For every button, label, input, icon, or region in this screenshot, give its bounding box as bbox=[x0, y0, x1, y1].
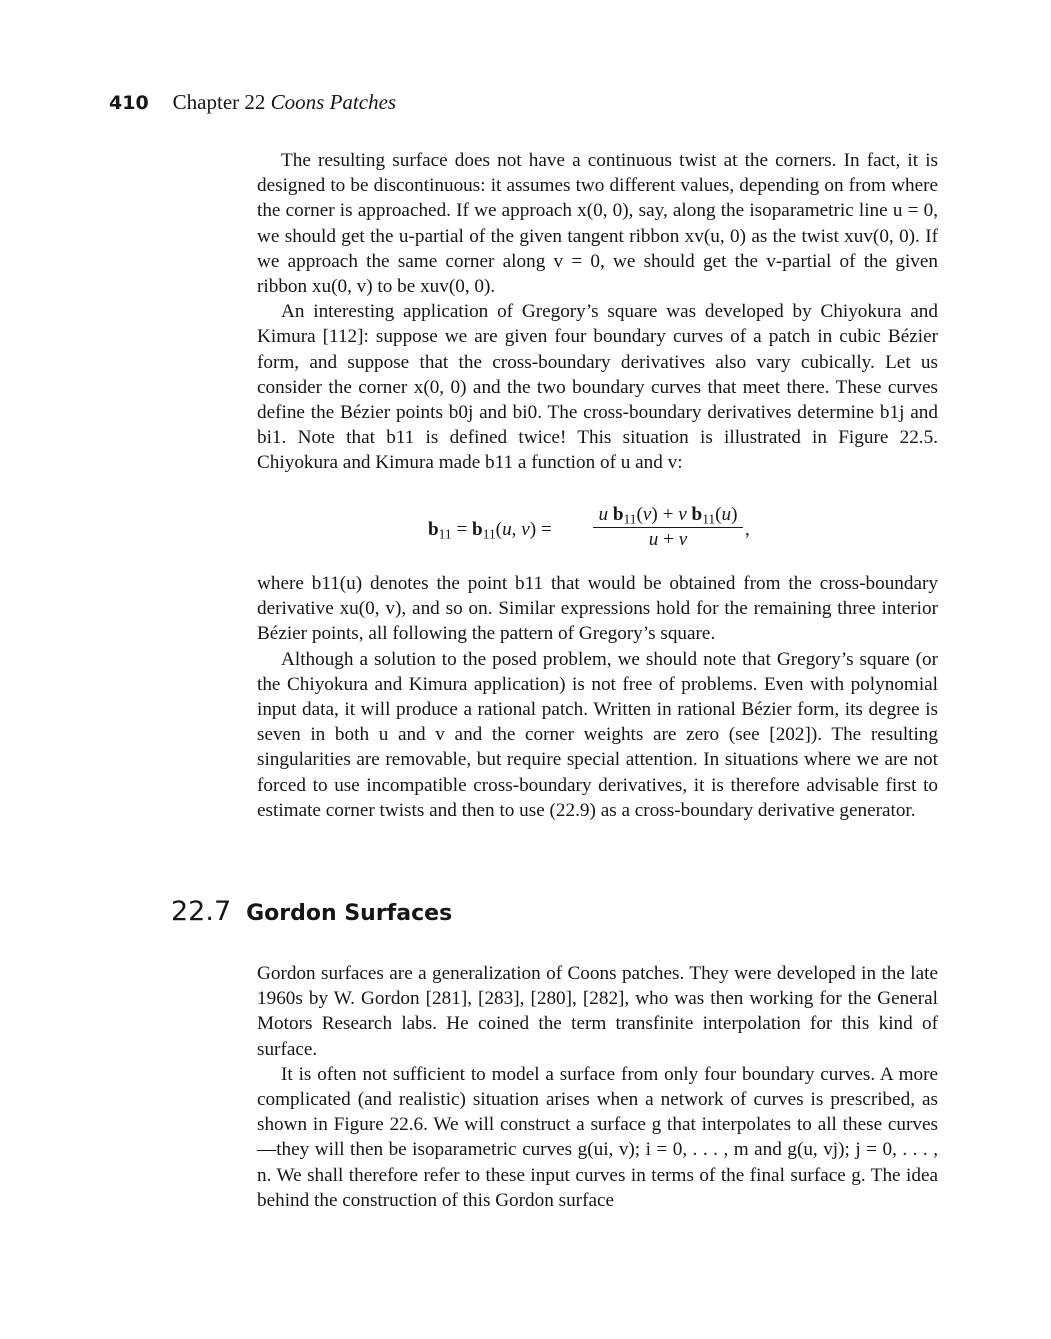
paragraph-gordon-intro: Gordon surfaces are a generalization of Coons patches. They were developed in the late 1960s by W. Gordon [281], [283], [280], [282], who was then working for the General Motors Research labs. He coined the term transfinite interpolation for this kind of surface. bbox=[257, 963, 938, 1060]
paragraph-rational-patch-problems: Although a solution to the posed problem, we should note that Gregory’s square (or the Chiyokura and Kimura application) is not free of problems. Even with polynomial input data, it will produce a rational patch. Written in rational Bézier form, its degree is seven in both u and v and the corner weights are zero (see [202]). The resulting singularities are removable, but require special attention. In situations where we are not forced to use incompatible cross-boundary derivatives, it is therefore advisable first to estimate corner twists and then to use (22.9) as a cross-boundary derivative generator. bbox=[257, 648, 938, 821]
text-block-after-equation bbox=[257, 571, 938, 823]
section-number: 22.7 bbox=[171, 896, 232, 927]
section-title: Gordon Surfaces bbox=[246, 901, 453, 926]
section-heading bbox=[171, 896, 452, 927]
chapter-label: Chapter 22 bbox=[172, 90, 266, 114]
page-number: 410 bbox=[109, 92, 149, 114]
paragraph-twist-discontinuity: The resulting surface does not have a continuous twist at the corners. In fact, it is designed to be discontinuous: it assumes two different values, depending on from where the corner is approached. If we approach x(0, 0), say, along the isoparametric line u = 0, we should get the u-partial of the given tangent ribbon xv(u, 0) as the twist xuv(0, 0). If we approach the same corner along v = 0, we should get the v-partial of the given ribbon xu(0, v) to be xuv(0, 0). bbox=[257, 150, 938, 298]
text-block-gordon bbox=[257, 961, 938, 1213]
running-header bbox=[109, 90, 396, 115]
paragraph-curve-network: It is often not sufficient to model a surface from only four boundary curves. A more complicated (and realistic) situation arises when a network of curves is prescribed, as shown in Figure 22.6. We will construct a surface g that interpolates to all these curves—they will then be isoparametric curves g(ui, v); i = 0, . . . , m and g(u, vj); j = 0, . . . , n. We shall therefore refer to these input curves in terms of the final surface g. The idea behind the construction of this Gordon surface bbox=[257, 1063, 938, 1211]
text-block-before-equation bbox=[257, 148, 938, 476]
paragraph-chiyokura-kimura: An interesting application of Gregory’s square was developed by Chiyokura and Kimura [112]: suppose we are given four boundary curves of a patch in cubic Bézier form, and suppose that the cross-boundary derivatives also vary cubically. Let us consider the corner x(0, 0) and the two boundary curves that meet there. These curves define the Bézier points b0j and bi0. The cross-boundary derivatives determine b1j and bi1. Note that b11 is defined twice! This situation is illustrated in Figure 22.5. Chiyokura and Kimura made b11 a function of u and v: bbox=[257, 301, 938, 474]
paragraph-equation-explanation: where b11(u) denotes the point b11 that would be obtained from the cross-boundary derivative xu(0, v), and so on. Similar expressions hold for the remaining three interior Bézier points, all following the pattern of Gregory’s square. bbox=[257, 573, 938, 645]
chapter-title: Coons Patches bbox=[270, 90, 397, 114]
display-equation: $b_{11} = b_{11}(u$, v) = $\frac{u b_{11}(v) + v b_{11}(u)}{u + v}$ , bbox=[428, 504, 750, 550]
